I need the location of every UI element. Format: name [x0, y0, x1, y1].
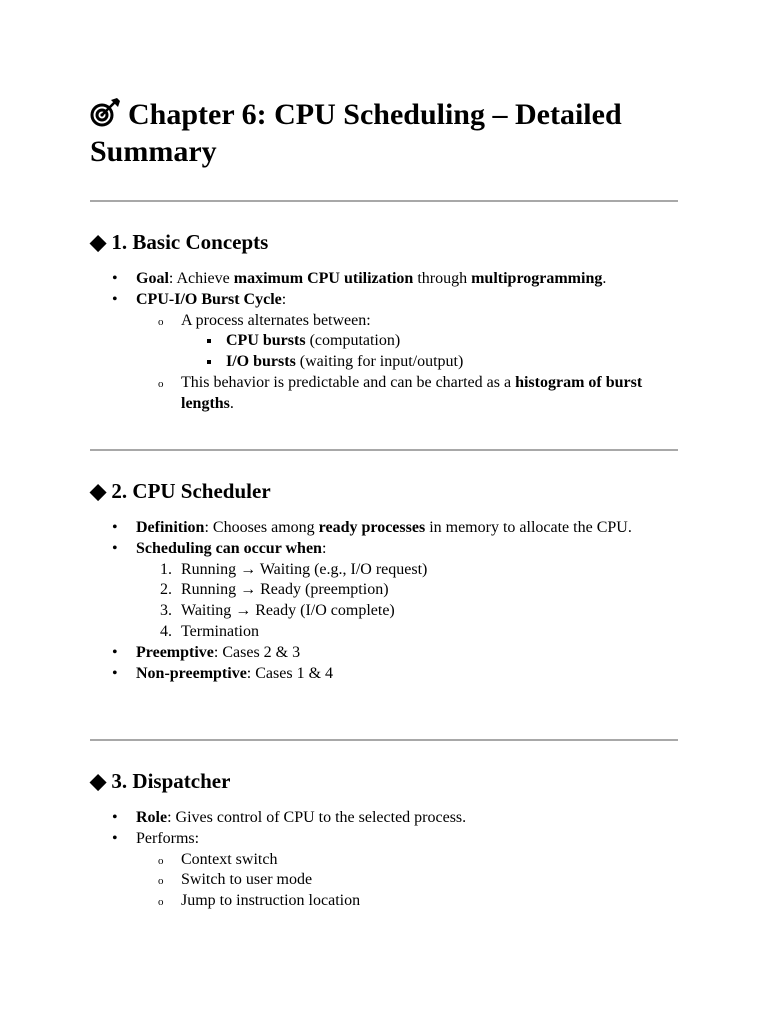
non-preemptive-text: : Cases 1 & 4 [246, 664, 334, 682]
item-number: 2. [160, 581, 172, 599]
goal-text-2: through [413, 270, 472, 287]
goal-bold-2: multiprogramming [471, 270, 603, 287]
section-dispatcher [90, 768, 680, 912]
io-bursts-label: I/O bursts [226, 353, 296, 371]
list-item-goal [90, 269, 680, 290]
list-item [136, 622, 680, 643]
section-cpu-scheduler [90, 478, 680, 684]
title-line-1: Chapter 6: CPU Scheduling – Detailed [128, 98, 622, 131]
item-text: Termination [181, 622, 259, 640]
list-item: o Context switch [136, 850, 680, 871]
list-item-burst-cycle [90, 290, 680, 415]
divider [90, 200, 678, 202]
goal-text-3: . [602, 270, 607, 287]
non-preemptive-label: Non-preemptive [136, 664, 247, 682]
section-heading: ◆ 1. Basic Concepts [90, 230, 269, 254]
predictable-bold: histogram of burst lengths [181, 373, 643, 412]
item-text: Running → Ready (preemption) [181, 581, 389, 599]
cpu-bursts-text: (computation) [305, 332, 401, 350]
goal-label: Goal [136, 270, 169, 287]
section-heading: ◆ 3. Dispatcher [90, 769, 231, 793]
predictable-text-1: This behavior is predictable and can be charted as a [181, 373, 516, 391]
list-item-role [90, 808, 680, 829]
bullet-list [90, 518, 680, 684]
numbered-list [136, 560, 680, 643]
section-basic-concepts [90, 229, 680, 415]
list-item-alternates [136, 311, 680, 373]
bullet-list [90, 269, 680, 415]
list-item [136, 580, 680, 601]
page-title [90, 96, 690, 170]
cpu-bursts-label: CPU bursts [226, 332, 306, 350]
section-heading: ◆ 2. CPU Scheduler [90, 479, 271, 503]
alternates-text: A process alternates between: [181, 311, 371, 329]
divider [90, 449, 678, 451]
goal-bold-1: maximum CPU utilization [233, 270, 414, 287]
goal-text-1: : Achieve [168, 270, 234, 287]
occur-label: Scheduling can occur when [136, 539, 322, 557]
bullet-list [90, 808, 680, 912]
divider [90, 739, 678, 741]
list-item-preemptive [90, 643, 680, 664]
item-number: 3. [160, 602, 172, 620]
preemptive-text: : Cases 2 & 3 [213, 643, 301, 661]
item-text: Running → Waiting (e.g., I/O request) [181, 560, 428, 578]
io-bursts-text: (waiting for input/output) [295, 353, 464, 371]
definition-label: Definition [136, 519, 205, 536]
list-item [136, 560, 680, 581]
burst-text-1: : [281, 290, 287, 308]
performs-label: Performs: [136, 829, 200, 847]
list-item-non-preemptive [90, 664, 680, 685]
role-label: Role [136, 809, 168, 826]
item-text: Waiting → Ready (I/O complete) [181, 602, 395, 620]
sub-list [136, 850, 680, 912]
list-item [136, 601, 680, 622]
definition-text-2: in memory to allocate the CPU. [425, 519, 632, 536]
definition-bold: ready processes [318, 519, 426, 536]
list-item-predictable [136, 373, 680, 415]
role-text: : Gives control of CPU to the selected process. [167, 809, 467, 826]
target-arrow-icon [90, 98, 120, 128]
list-item-cpu-bursts [181, 331, 680, 352]
sub-list [136, 311, 680, 415]
sub-sub-list [181, 331, 680, 373]
preemptive-label: Preemptive [136, 643, 214, 661]
list-item-definition [90, 518, 680, 539]
title-line-2: Summary [90, 135, 217, 168]
list-item-performs [90, 829, 680, 912]
predictable-text-2: . [229, 394, 234, 412]
list-item-io-bursts [181, 352, 680, 373]
list-item: o Switch to user mode [136, 870, 680, 891]
burst-label: CPU-I/O Burst Cycle [136, 290, 282, 308]
item-number: 1. [160, 560, 172, 578]
list-item: o Jump to instruction location [136, 891, 680, 912]
occur-text: : [321, 539, 327, 557]
definition-text-1: : Chooses among [204, 519, 319, 536]
list-item-scheduling-occur [90, 539, 680, 643]
item-number: 4. [160, 622, 172, 640]
